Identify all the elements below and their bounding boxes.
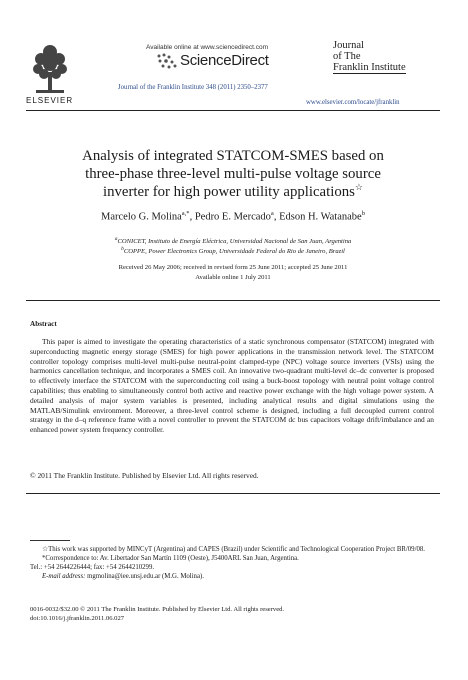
author-list: Marcelo G. Molina$^{a,*}$, Pedro E. Mercado$^a$, Edson H. Watanabe$^b$ [101,210,365,223]
abstract-bottom-rule [26,493,440,494]
abstract-body [30,337,434,435]
journal-logo-line: Journal [333,40,364,51]
author-name[interactable]: Pedro E. Mercado [194,211,271,223]
journal-citation: Journal of the Franklin Institute 348 (2011) 2350–2377 [118,84,268,91]
journal-logo [333,40,425,90]
doi-link[interactable]: doi:10.1016/j.jfranklin.2011.06.027 [30,615,125,623]
footnote-rule [30,540,70,541]
journal-logo-line: Franklin Institute [333,62,406,73]
abstract-heading: Abstract [30,320,57,328]
affiliation: $^b$COPPE, Power Electronics Group, Universidade Federal do Rio de Janeiro, Brazil [121,246,345,256]
publisher-name: ELSEVIER [26,96,74,105]
author-affiliation-mark: a,* [181,210,190,217]
available-date: Available online 1 July 2011 [195,274,271,281]
email-footnote: E-mail address: mgmolina@iee.unsj.edu.ar (M.G. Molina). [42,573,204,581]
header-rule [26,110,440,111]
author-name[interactable]: Edson H. Watanabe [279,211,362,223]
author-affiliation-mark: a [270,210,274,217]
email-link[interactable]: mgmolina@iee.unsj.edu.ar (M.G. Molina). [87,573,204,581]
author-affiliation-mark: b [361,210,365,217]
journal-logo-line: of The [333,51,361,62]
affiliation: $^a$CONICET, Instituto de Energía Eléctrica, Universidad Nacional de San Juan, Argentina [114,236,352,246]
received-dates: Received 26 May 2006; received in revised form 25 June 2011; accepted 25 June 2011 [118,264,348,271]
abstract-copyright: © 2011 The Franklin Institute. Published by Elsevier Ltd. All rights reserved. [30,471,259,480]
sciencedirect-wordmark: ScienceDirect [180,52,269,69]
abstract-paragraph: This paper is aimed to investigate the operating characteristics of a static synchronous compensator (STATCOM) integrated with superconducting magnetic energy storage (SMES) for high power applications in the transmission network level. The STATCOM controller topology comprises multi-level multi-pulse neutral-point clamped-type (NPC) voltage source inverters (VSIs) using the harmonics cancellation technique, and incorporates a SMES coil. An innovative two-quadrant multi-level dc–dc converter is proposed to effectively interface the STATCOM with the superconducting coil using a buck-boost topology with neutral point voltage control capabilities; thus enabling to simultaneously control both active and reactive power exchange with the high voltage power system. A detailed analysis of major system variables is presented, including analytical results and digital simulations using the MATLAB/Simulink environment. Moreover, a three-level control scheme is designed, including a full decoupled current control strategy in the d–q reference frame with a novel controller to prevent the STATCOM dc bus capacitors voltage drift/imbalance and an enhanced power system frequency controller. [30,337,434,435]
title-line: three-phase three-level multi-pulse voltage source [85,166,381,182]
issn-line: 0016-0032/$32.00 © 2011 The Franklin Institute. Published by Elsevier Ltd. All rights reserved. [30,606,285,613]
elsevier-tree-logo [30,42,70,100]
author-name[interactable]: Marcelo G. Molina [101,211,182,223]
issn-block [30,605,284,623]
phone-footnote: Tel.: +54 2644226444; fax: +54 2644210299. [30,564,155,572]
title-line: inverter for high power utility applications☆ [103,182,363,200]
abstract-top-rule [26,300,440,301]
article-title [26,147,440,201]
title-footnote-mark[interactable]: ☆ [354,182,363,193]
footnotes [30,545,434,581]
title-line: Analysis of integrated STATCOM-SMES based on [82,148,384,164]
correspondence-footnote: *Correspondence to: Av. Libertador San Martín 1109 (Oeste), J5400ARL San Juan, Argentina. [42,555,299,563]
available-online-text: Available online at www.sciencedirect.com [146,44,268,51]
funding-footnote: ☆This work was supported by MINCyT (Argentina) and CAPES (Brazil) under Scientific and Technological Cooperation Project BR/09/08. [42,546,425,553]
journal-url-link[interactable]: www.elsevier.com/locate/jfranklin [306,99,400,106]
